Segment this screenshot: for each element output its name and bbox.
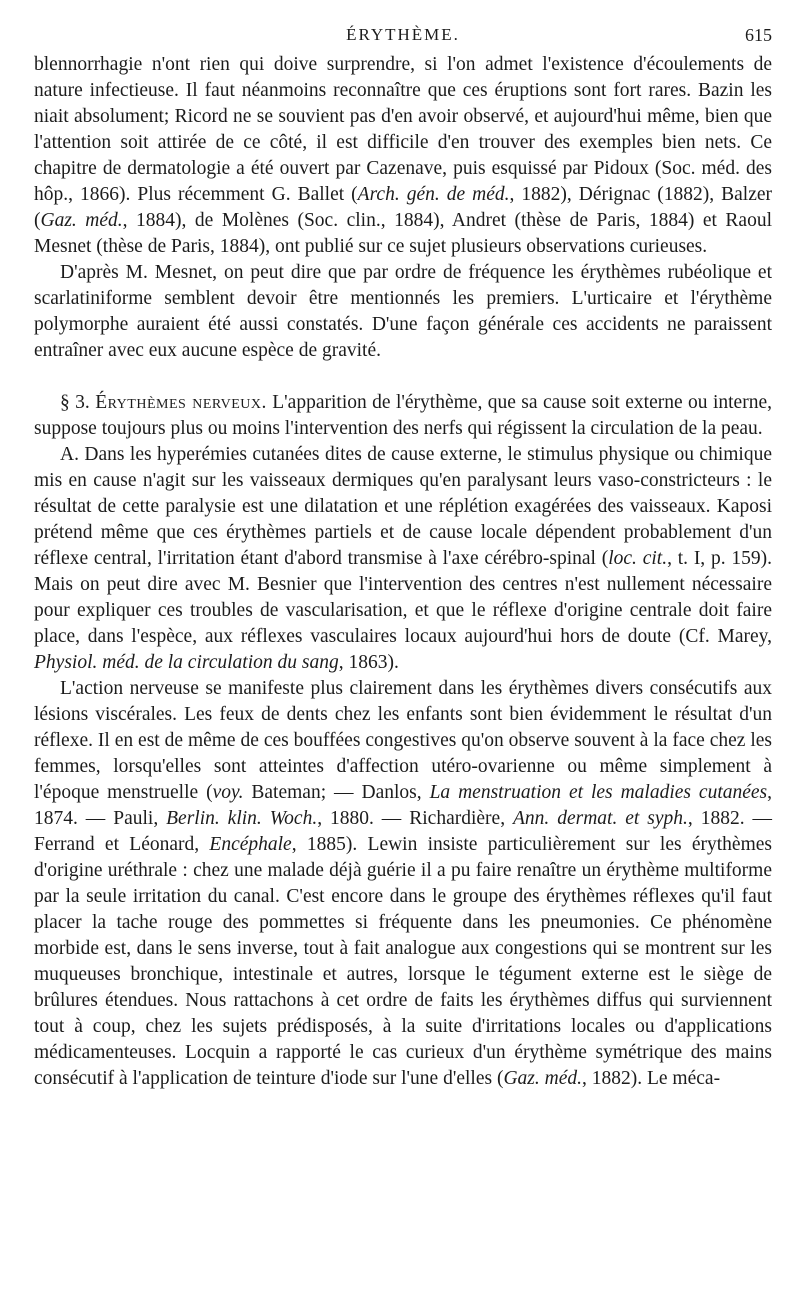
citation: Berlin. klin. Woch. xyxy=(166,808,318,829)
citation: loc. cit. xyxy=(608,548,668,569)
section-number: § 3. xyxy=(60,392,96,413)
book-page xyxy=(34,22,772,1092)
paragraph xyxy=(34,442,772,676)
text-run: , 1884), de Molènes (Soc. clin., 1884), Andret (thèse de Paris, 1884) et Raoul Mesnet (thèse de Paris, 1884), ont publié sur ce sujet plusieurs observations curieuses. xyxy=(34,210,772,257)
section-heading: Érythèmes nerveux. xyxy=(95,392,267,413)
section-paragraph xyxy=(34,390,772,442)
text-run: , 1882). Le méca- xyxy=(582,1068,721,1089)
page-number: 615 xyxy=(745,25,772,45)
text-run: , 1863). xyxy=(338,652,399,673)
citation: Physiol. méd. de la circulation du sang xyxy=(34,652,339,673)
text-run: Bateman; — Danlos, xyxy=(243,782,430,803)
paragraph xyxy=(34,260,772,364)
paragraph xyxy=(34,676,772,1092)
text-run: L'action nerveuse se manifeste plus clairement dans les érythèmes divers consécutifs aux lésions viscérales. Les feux de dents chez les enfants sont bien évidemment le résultat d'un réflexe. Il en est de même de ces bouffées congestives qu'on observe souvent à la face chez les femmes, lorsqu'elles sont atteintes d'affection utéro-ovarienne ou même simplement à l'époque menstruelle ( xyxy=(34,678,772,803)
text-run: blennorrhagie n'ont rien qui doive surprendre, si l'on admet l'existence d'écoulements de nature infectieuse. Il faut néanmoins reconnaître que ces éruptions sont fort rares. Bazin les niait absolument; Ricord ne se souvient pas d'en avoir observé, et aujourd'hui même, bien que l'attention soit attirée de ce côté, il est difficile d'en trouver des exemples bien nets. Ce chapitre de dermatologie a été ouvert par Cazenave, puis esquissé par Pidoux (Soc. méd. des hôp., 1866). Plus récemment G. Ballet ( xyxy=(34,54,772,205)
text-run: , 1882. — Ferrand et Léonard, xyxy=(34,808,772,855)
text-run: , 1874. — Pauli, xyxy=(34,782,773,829)
text-run: D'après M. Mesnet, on peut dire que par ordre de fréquence les érythèmes rubéolique et scarlatiniforme semblent devoir être mentionnés les premiers. L'urticaire et l'érythème polymorphe auraient été aussi constatés. D'une façon générale ces accidents ne paraissent entraîner avec eux aucune espèce de gravité. xyxy=(34,262,772,361)
citation: Arch. gén. de méd. xyxy=(357,184,510,205)
section-spacer xyxy=(34,364,772,390)
citation: Ann. dermat. et syph. xyxy=(513,808,688,829)
running-title: ÉRYTHÈME. xyxy=(346,25,460,44)
citation: Encéphale xyxy=(209,834,292,855)
text-run: , 1882), Dérignac (1882), Balzer ( xyxy=(34,184,773,231)
running-header xyxy=(34,22,772,52)
citation: Gaz. méd. xyxy=(503,1068,582,1089)
citation: La menstruation et les maladies cutanées xyxy=(429,782,768,803)
text-run: , 1880. — Richardière, xyxy=(317,808,513,829)
citation: voy. xyxy=(212,782,244,803)
text-run: A. Dans les hyperémies cutanées dites de cause externe, le stimulus physique ou chimique mis en cause n'agit sur les vaisseaux dermiques qu'en paralysant leurs vaso-constricteurs : le résultat de cette paralysie est une dilatation et une réplétion exagérées des vaisseaux. Kaposi prétend même que ces érythèmes partiels et de cause locale dépendent probablement d'un réflexe central, l'irritation étant d'abord transmise à l'axe cérébro-spinal ( xyxy=(34,444,772,569)
text-run: L'apparition de l'érythème, que sa cause soit externe ou interne, suppose toujours plus ou moins l'intervention des nerfs qui régissent la circulation de la peau. xyxy=(34,392,772,439)
citation: Gaz. méd. xyxy=(40,210,123,231)
text-run: , 1885). Lewin insiste particulièrement sur les érythèmes d'origine uréthrale : chez une malade déjà guérie il a pu faire renaître un érythème multiforme par la seule irritation du canal. C'est encore dans le groupe des érythèmes réflexes qu'il faut placer la tache rouge des pommettes si fréquente dans les pneumonies. Ce phénomène morbide est, dans le sens inverse, tout à fait analogue aux congestions qui se montrent sur les muqueuses bronchique, intestinale et autres, lorsque le tégument externe est le siège de brûlures étendues. Nous rattachons à cet ordre de faits les érythèmes diffus qui surviennent tout à coup, chez les sujets prédisposés, à la suite d'irritations locales ou d'applications médicamenteuses. Locquin a rapporté le cas curieux d'un érythème symétrique des mains consécutif à l'application de teinture d'iode sur l'une d'elles ( xyxy=(34,834,773,1089)
paragraph xyxy=(34,52,772,260)
text-run: , t. I, p. 159). Mais on peut dire avec M. Besnier que l'intervention des centres n'est nullement nécessaire pour expliquer ces troubles de vascularisation, et que le réflexe d'origine centrale doit faire place, dans l'espèce, aux réflexes vasculaires locaux aujourd'hui hors de doute (Cf. Marey, xyxy=(34,548,772,647)
